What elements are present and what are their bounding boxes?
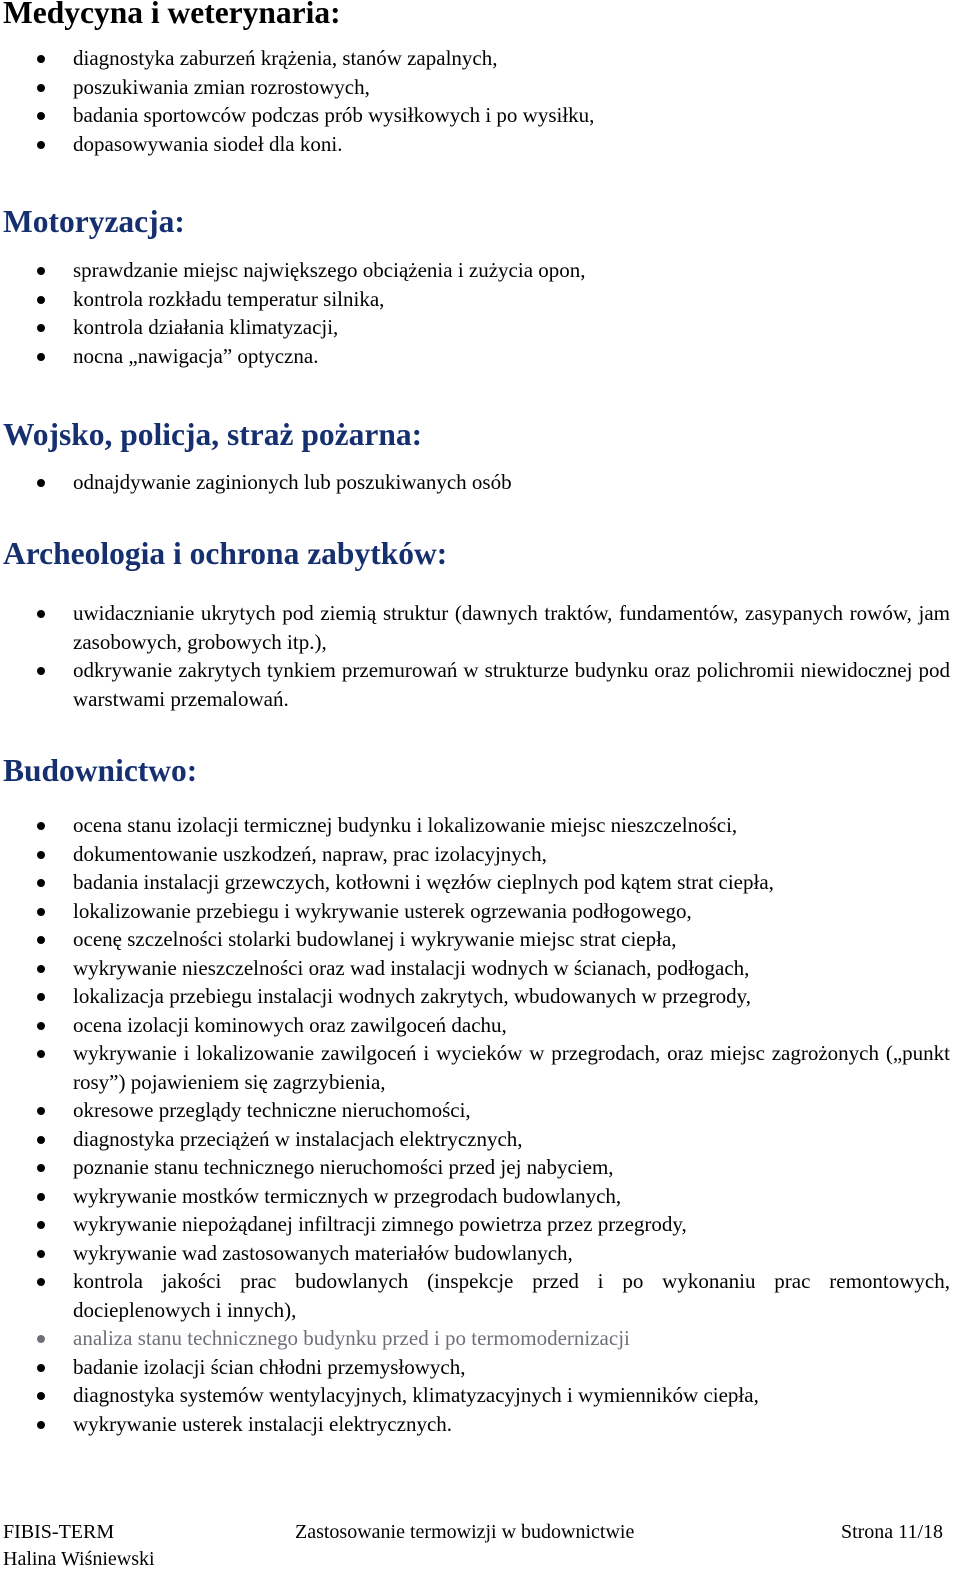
list-item: badania instalacji grzewczych, kotłowni i węzłów cieplnych pod kątem strat ciepła,	[0, 868, 950, 897]
bullet-icon	[37, 936, 45, 944]
bullet-icon	[37, 1335, 45, 1343]
bullet-icon	[37, 993, 45, 1001]
bullet-icon	[37, 822, 45, 830]
bullet-icon	[37, 353, 45, 361]
bullet-icon	[37, 479, 45, 487]
bullet-icon	[37, 851, 45, 859]
list-item: ocenę szczelności stolarki budowlanej i wykrywanie miejsc strat ciepła,	[0, 925, 950, 954]
bullet-icon	[37, 55, 45, 63]
footer-author: Halina Wiśniewski	[3, 1548, 155, 1570]
section-heading: Archeologia i ochrona zabytków:	[3, 536, 448, 571]
bullet-icon	[37, 1050, 45, 1058]
list-item: diagnostyka przeciążeń w instalacjach elektrycznych,	[0, 1125, 950, 1154]
list-item: wykrywanie usterek instalacji elektrycznych.	[0, 1410, 950, 1439]
list-item: ocena stanu izolacji termicznej budynku i lokalizowanie miejsc nieszczelności,	[0, 811, 950, 840]
list-item: analiza stanu technicznego budynku przed i po termomodernizacji	[0, 1324, 950, 1353]
list-item: dokumentowanie uszkodzeń, napraw, prac izolacyjnych,	[0, 840, 950, 869]
bullet-icon	[37, 1364, 45, 1372]
list-medicine	[0, 44, 950, 158]
list-item: dopasowywania siodeł dla koni.	[0, 130, 950, 159]
section-heading: Motoryzacja:	[3, 204, 185, 239]
bullet-icon	[37, 1022, 45, 1030]
list-construction	[0, 811, 950, 1438]
list-archaeology	[0, 599, 950, 713]
list-item: lokalizacja przebiegu instalacji wodnych zakrytych, wbudowanych w przegrody,	[0, 982, 950, 1011]
footer-company: FIBIS-TERM	[3, 1521, 115, 1543]
section-automotive	[3, 204, 953, 239]
list-military	[0, 468, 950, 497]
list-item: wykrywanie niepożądanej infiltracji zimnego powietrza przez przegrody,	[0, 1210, 950, 1239]
bullet-icon	[37, 908, 45, 916]
bullet-icon	[37, 141, 45, 149]
list-item: lokalizowanie przebiegu i wykrywanie usterek ogrzewania podłogowego,	[0, 897, 950, 926]
section-military	[3, 417, 953, 452]
list-item: diagnostyka systemów wentylacyjnych, klimatyzacyjnych i wymienników ciepła,	[0, 1381, 950, 1410]
bullet-icon	[37, 1193, 45, 1201]
section-heading: Budownictwo:	[3, 753, 198, 788]
footer-title: Zastosowanie termowizji w budownictwie	[295, 1521, 635, 1543]
list-item: poznanie stanu technicznego nieruchomości przed jej nabyciem,	[0, 1153, 950, 1182]
bullet-icon	[37, 1164, 45, 1172]
list-item: poszukiwania zmian rozrostowych,	[0, 73, 950, 102]
bullet-icon	[37, 879, 45, 887]
list-item: wykrywanie nieszczelności oraz wad instalacji wodnych w ścianach, podłogach,	[0, 954, 950, 983]
footer-page-number: Strona 11/18	[840, 1521, 943, 1543]
bullet-icon	[37, 667, 45, 675]
bullet-icon	[37, 965, 45, 973]
list-item: kontrola działania klimatyzacji,	[0, 313, 950, 342]
list-item: uwidacznianie ukrytych pod ziemią struktur (dawnych traktów, fundamentów, zasypanych rowów, jam zasobowych, grobowych itp.),	[0, 599, 950, 656]
list-item: diagnostyka zaburzeń krążenia, stanów zapalnych,	[0, 44, 950, 73]
list-item: sprawdzanie miejsc największego obciążenia i zużycia opon,	[0, 256, 950, 285]
section-medicine	[3, 0, 953, 30]
list-item: wykrywanie i lokalizowanie zawilgoceń i wycieków w przegrodach, oraz miejsc zagrożonych („punkt rosy”) pojawieniem się zagrzybienia,	[0, 1039, 950, 1096]
list-item: odkrywanie zakrytych tynkiem przemurowań w strukturze budynku oraz polichromii niewidocznej pod warstwami przemalowań.	[0, 656, 950, 713]
bullet-icon	[37, 296, 45, 304]
list-item: kontrola rozkładu temperatur silnika,	[0, 285, 950, 314]
section-heading: Medycyna i weterynaria:	[3, 0, 341, 30]
section-archaeology	[3, 536, 953, 571]
list-item: okresowe przeglądy techniczne nieruchomości,	[0, 1096, 950, 1125]
list-item: odnajdywanie zaginionych lub poszukiwanych osób	[0, 468, 950, 497]
list-item: nocna „nawigacja” optyczna.	[0, 342, 950, 371]
list-item: wykrywanie mostków termicznych w przegrodach budowlanych,	[0, 1182, 950, 1211]
bullet-icon	[37, 610, 45, 618]
bullet-icon	[37, 1136, 45, 1144]
bullet-icon	[37, 1221, 45, 1229]
bullet-icon	[37, 1278, 45, 1286]
bullet-icon	[37, 1392, 45, 1400]
bullet-icon	[37, 1107, 45, 1115]
list-item: ocena izolacji kominowych oraz zawilgoceń dachu,	[0, 1011, 950, 1040]
list-item: badania sportowców podczas prób wysiłkowych i po wysiłku,	[0, 101, 950, 130]
list-automotive	[0, 256, 950, 370]
section-heading: Wojsko, policja, straż pożarna:	[3, 417, 423, 452]
list-item: wykrywanie wad zastosowanych materiałów budowlanych,	[0, 1239, 950, 1268]
bullet-icon	[37, 112, 45, 120]
list-item: badanie izolacji ścian chłodni przemysłowych,	[0, 1353, 950, 1382]
bullet-icon	[37, 324, 45, 332]
bullet-icon	[37, 1421, 45, 1429]
bullet-icon	[37, 1250, 45, 1258]
bullet-icon	[37, 267, 45, 275]
section-construction	[3, 753, 953, 788]
list-item: kontrola jakości prac budowlanych (inspekcje przed i po wykonaniu prac remontowych, docieplenowych i innych),	[0, 1267, 950, 1324]
bullet-icon	[37, 84, 45, 92]
